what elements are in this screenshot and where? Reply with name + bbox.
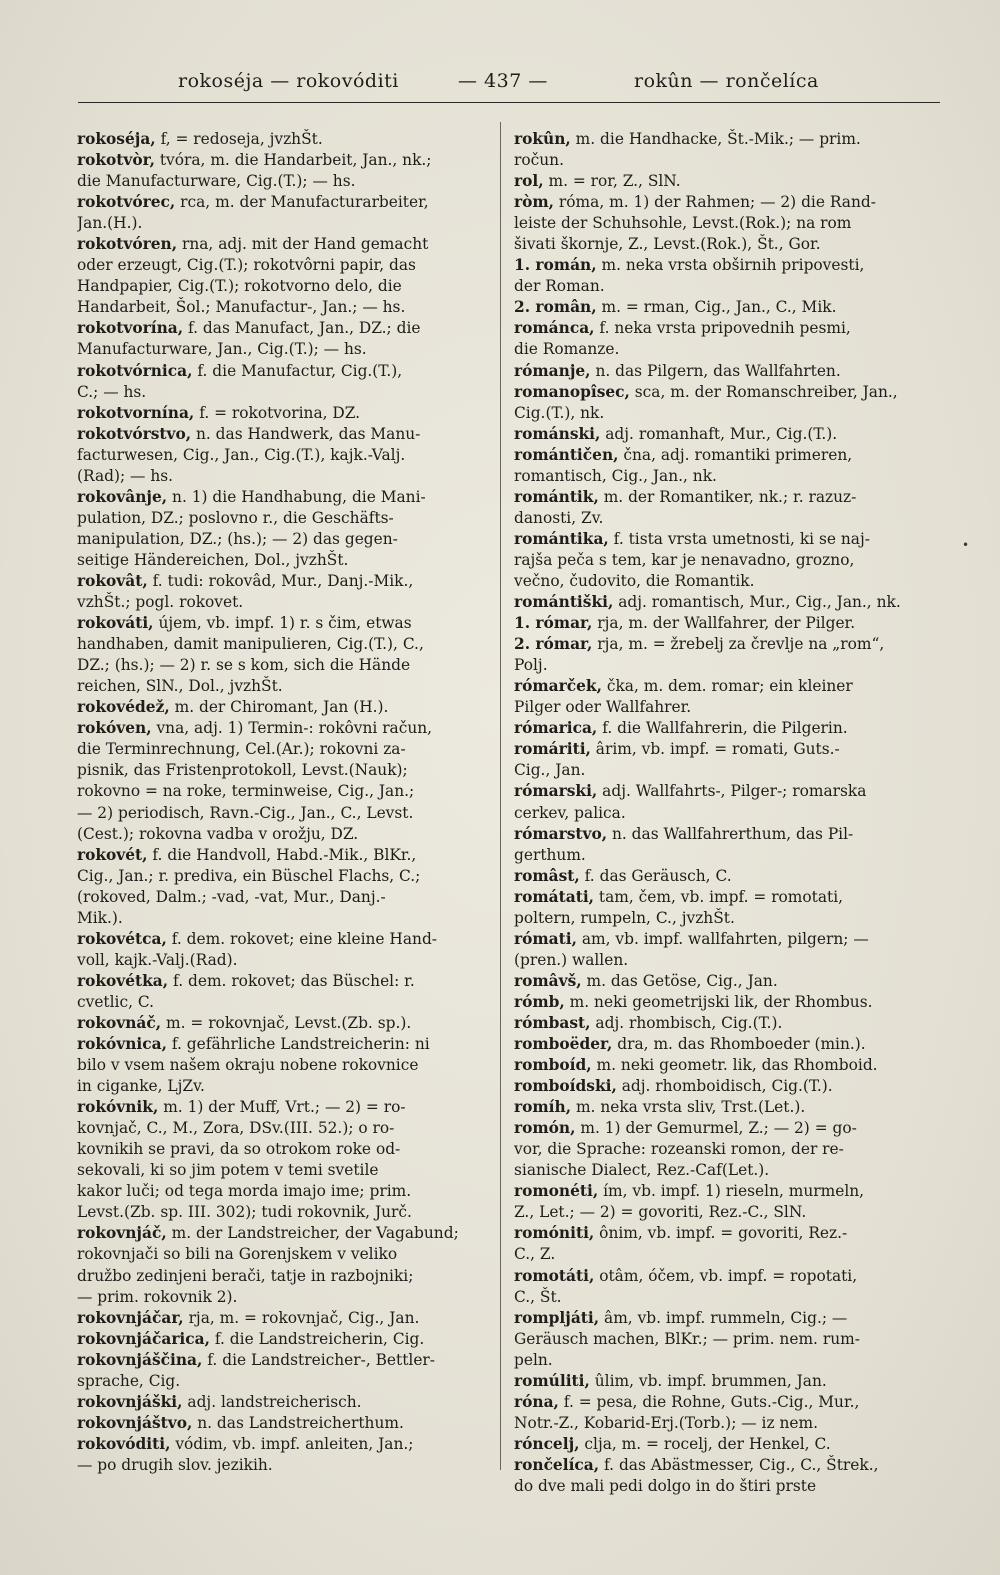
entry-definition: tam, čem, vb. impf. = romotati, <box>594 887 844 906</box>
entry-line <box>514 1455 924 1476</box>
entry-line <box>514 971 924 992</box>
continuation-line: Handpapier, Cig.(T.); rokotvorno delo, die <box>77 277 402 296</box>
entry-definition: adj. rhomboidisch, Cig.(T.). <box>616 1077 833 1096</box>
entry-line <box>514 866 924 887</box>
entry-definition: f. = pesa, die Rohne, Guts.-Cig., Mur., <box>558 1392 860 1411</box>
entry-line <box>77 487 487 508</box>
continuation-line: pulation, DZ.; poslovno r., die Geschäfts- <box>77 508 394 527</box>
headword: rokotvòr, <box>77 151 155 170</box>
headword: rokotvórnica, <box>77 361 193 380</box>
entry-definition: rna, adj. mit der Hand gemacht <box>177 235 429 254</box>
entry-definition: sca, m. der Romanschreiber, Jan., <box>629 382 898 401</box>
continuation-line: Cig., Jan.; r. prediva, ein Büschel Flachs, C.; <box>77 866 421 885</box>
continuation-line: Manufacturware, Jan., Cig.(T.); — hs. <box>77 340 367 359</box>
continuation-line: seitige Händereichen, Dol., jvzhŠt. <box>77 550 349 569</box>
entry-definition: f. die Wallfahrerin, die Pilgerin. <box>597 719 848 738</box>
continuation-line: ročun. <box>514 151 564 170</box>
entry-line <box>514 1118 924 1139</box>
continuation-line: sprache, Cig. <box>77 1371 181 1390</box>
continuation-line: leiste der Schuhsohle, Levst.(Rok.); na rom <box>514 214 852 233</box>
entry-definition: ârim, vb. impf. = romati, Guts.- <box>590 740 840 759</box>
continuation-line: voll, kajk.-Valj.(Rad). <box>77 950 238 969</box>
entry-definition: újem, vb. impf. 1) r. s čim, etwas <box>153 614 412 633</box>
entry-definition: m. der Landstreicher, der Vagabund; <box>166 1224 459 1243</box>
continuation-line: Geräusch machen, BlKr.; — prim. nem. rum- <box>514 1329 860 1348</box>
entry-definition: clja, m. = rocelj, der Henkel, C. <box>579 1434 831 1453</box>
continuation-line: Cig.(T.), nk. <box>514 403 605 422</box>
entry-definition: m. die Handhacke, Št.-Mik.; — prim. <box>570 130 861 148</box>
continuation-line: (Cest.); rokovna vadba v orožju, DZ. <box>77 824 359 843</box>
entry-definition: róma, m. 1) der Rahmen; — 2) die Rand- <box>554 193 876 212</box>
headword: româst, <box>514 866 580 885</box>
continuation-line: kovnikih se pravi, da so otrokom roke od- <box>77 1140 401 1159</box>
continuation-line: Polj. <box>514 656 548 675</box>
headword: rokovnáč, <box>77 1013 162 1032</box>
headword: rol, <box>514 172 544 191</box>
entry-line <box>514 171 924 192</box>
entry-definition: m. 1) der Muff, Vrt.; — 2) = ro- <box>158 1098 406 1117</box>
headword: románski, <box>514 424 601 443</box>
continuation-line: Pilger oder Wallfahrer. <box>514 698 692 717</box>
headword: romátati, <box>514 887 595 906</box>
headword: rómarski, <box>514 782 598 801</box>
entry-definition: m. 1) der Gemurmel, Z.; — 2) = go- <box>575 1119 857 1138</box>
entry-line <box>514 382 924 403</box>
headword: rokovóditi, <box>77 1434 171 1453</box>
headword: rokovnjáčarica, <box>77 1329 210 1348</box>
entry-line <box>514 1434 924 1455</box>
entry-line <box>514 424 924 445</box>
headword: rómarica, <box>514 719 598 738</box>
entry-line <box>77 234 487 255</box>
entry-definition: f. tudi: rokovâd, Mur., Danj.-Mik., <box>147 571 414 590</box>
headword: rončelíca, <box>514 1455 600 1474</box>
entry-definition: m. der Romantiker, nk.; r. razuz- <box>598 487 857 506</box>
continuation-line: rokovnjači so bili na Gorenjskem v veliko <box>77 1245 398 1264</box>
continuation-line: Notr.-Z., Kobarid-Erj.(Torb.); — iz nem. <box>514 1413 818 1432</box>
headword: romonéti, <box>514 1182 599 1201</box>
continuation-line: Handarbeit, Šol.; Manufactur-, Jan.; — hs. <box>77 298 406 317</box>
entry-definition: f. die Landstreicherin, Cig. <box>209 1329 425 1348</box>
continuation-line: romantisch, Cig., Jan., nk. <box>514 466 717 485</box>
headword: romóniti, <box>514 1224 595 1243</box>
entry-definition: rja, m. = žrebelj za črevlje na „rom“, <box>592 635 885 654</box>
entry-definition: n. das Handwerk, das Manu- <box>191 424 421 443</box>
headword: romboídski, <box>514 1077 617 1096</box>
entry-definition: adj. romantisch, Mur., Cig., Jan., nk. <box>613 593 901 612</box>
continuation-line: bilo v vsem našem okraju nobene rokovnice <box>77 1056 419 1075</box>
continuation-line: — 2) periodisch, Ravn.-Cig., Jan., C., Levst. <box>77 803 414 822</box>
headword: rómarček, <box>514 677 602 696</box>
entry-line <box>514 361 924 382</box>
entry-line <box>514 718 924 739</box>
entry-line <box>514 1055 924 1076</box>
entry-line <box>514 1076 924 1097</box>
entry-definition: m. neki geometr. lik, das Rhomboid. <box>591 1056 878 1075</box>
headword: 1. román, <box>514 256 597 275</box>
headword: róna, <box>514 1392 559 1411</box>
headword: romáriti, <box>514 740 591 759</box>
entry-definition: f. dem. rokovet; eine kleine Hand- <box>166 929 437 948</box>
entry-line <box>77 1329 487 1350</box>
headword: rokûn, <box>514 130 571 148</box>
entry-line <box>514 192 924 213</box>
entry-line <box>514 781 924 802</box>
entry-definition: m. = rokovnjač, Levst.(Zb. sp.). <box>161 1013 412 1032</box>
entry-definition: m. der Chiromant, Jan (H.). <box>169 698 389 717</box>
continuation-line: in ciganke, LjZv. <box>77 1077 205 1096</box>
right-column <box>514 129 924 1497</box>
column-divider <box>500 122 501 1470</box>
entry-line <box>77 571 487 592</box>
entry-definition: âm, vb. impf. rummeln, Cig.; — <box>599 1308 848 1327</box>
entry-definition: ûlim, vb. impf. brummen, Jan. <box>589 1371 827 1390</box>
running-head <box>78 66 938 98</box>
entry-line <box>514 992 924 1013</box>
continuation-line: die Romanze. <box>514 340 620 359</box>
headword: rómb, <box>514 992 565 1011</box>
headword: 1. rómar, <box>514 614 593 633</box>
headword: rómanje, <box>514 361 591 380</box>
entry-definition: am, vb. impf. wallfahrten, pilgern; — <box>576 929 869 948</box>
headword: rokoséja, <box>77 130 156 148</box>
entry-line <box>77 1434 487 1455</box>
entry-definition: adj. romanhaft, Mur., Cig.(T.). <box>600 424 838 443</box>
running-head-left: rokoséja — rokovóditi <box>178 70 399 92</box>
left-column <box>77 129 487 1476</box>
continuation-line: rajša peča s tem, kar je nenavadno, grozno, <box>514 550 855 569</box>
entry-line <box>77 1097 487 1118</box>
header-rule <box>78 102 940 103</box>
continuation-line: Z., Let.; — 2) = govoriti, Rez.-C., SlN. <box>514 1203 807 1222</box>
continuation-line: die Manufacturware, Cig.(T.); — hs. <box>77 172 356 191</box>
continuation-line: rokovno = na roke, terminweise, Cig., Jan.; <box>77 782 415 801</box>
entry-definition: rja, m. = rokovnjač, Cig., Jan. <box>183 1308 420 1327</box>
entry-line <box>514 255 924 276</box>
entry-line <box>514 824 924 845</box>
entry-definition: vna, adj. 1) Termin-: rokôvni račun, <box>151 719 433 738</box>
headword: rokotvornína, <box>77 403 195 422</box>
entry-definition: ônim, vb. impf. = govoriti, Rez.- <box>594 1224 848 1243</box>
continuation-line: (rokoved, Dalm.; -vad, -vat, Mur., Danj.- <box>77 887 386 906</box>
entry-definition: adj. landstreicherisch. <box>182 1392 362 1411</box>
stray-mark: • <box>962 538 970 552</box>
entry-line <box>77 1413 487 1434</box>
entry-line <box>514 1097 924 1118</box>
entry-line <box>77 150 487 171</box>
entry-line <box>77 929 487 950</box>
entry-line <box>514 297 924 318</box>
entry-line <box>514 445 924 466</box>
continuation-line: reichen, SlN., Dol., jvzhŠt. <box>77 677 283 696</box>
entry-line <box>77 1350 487 1371</box>
continuation-line: facturwesen, Cig., Jan., Cig.(T.), kajk.-Valj. <box>77 445 406 464</box>
entry-definition: tvóra, m. die Handarbeit, Jan., nk.; <box>154 151 432 170</box>
continuation-line: vzhŠt.; pogl. rokovet. <box>77 593 244 612</box>
continuation-line: peln. <box>514 1350 553 1369</box>
headword: rokotvorína, <box>77 319 184 338</box>
headword: rokovnjáški, <box>77 1392 183 1411</box>
continuation-line: do dve mali pedi dolgo in do štiri prste <box>514 1477 817 1495</box>
entry-definition: f. = rokotvorina, DZ. <box>194 403 361 422</box>
headword: romántik, <box>514 487 599 506</box>
continuation-line: — prim. rokovnik 2). <box>77 1287 238 1306</box>
entry-line <box>77 1392 487 1413</box>
entry-definition: n. das Wallfahrerthum, das Pil- <box>607 824 854 843</box>
continuation-line: C., Z. <box>514 1245 556 1264</box>
continuation-line: Levst.(Zb. sp. III. 302); tudi rokovnik, Jurč. <box>77 1203 412 1222</box>
entry-line <box>514 887 924 908</box>
headword: romboíd, <box>514 1056 592 1075</box>
headword: romúliti, <box>514 1371 590 1390</box>
headword: rokovétka, <box>77 971 169 990</box>
headword: romboëder, <box>514 1035 613 1054</box>
entry-definition: f. gefährliche Landstreicherin: ni <box>166 1035 430 1054</box>
entry-definition: m. neka vrsta sliv, Trst.(Let.). <box>571 1098 806 1117</box>
entry-definition: m. = ror, Z., SlN. <box>543 172 681 191</box>
headword: rokovétca, <box>77 929 167 948</box>
entry-line <box>514 592 924 613</box>
entry-line <box>514 1308 924 1329</box>
entry-definition: f. neka vrsta pripovednih pesmi, <box>594 319 851 338</box>
entry-definition: rca, m. der Manufacturarbeiter, <box>175 193 429 212</box>
continuation-line: DZ.; (hs.); — 2) r. se s kom, sich die Hände <box>77 656 411 675</box>
continuation-line: Jan.(H.). <box>77 214 143 233</box>
entry-line <box>77 1308 487 1329</box>
entry-line <box>514 529 924 550</box>
entry-line <box>514 318 924 339</box>
continuation-line: gerthum. <box>514 845 586 864</box>
entry-definition: f. dem. rokovet; das Büschel: r. <box>168 971 415 990</box>
headword: rokovât, <box>77 571 148 590</box>
continuation-line: C.; — hs. <box>77 382 147 401</box>
continuation-line: danosti, Zv. <box>514 508 604 527</box>
continuation-line: Cig., Jan. <box>514 761 586 780</box>
continuation-line: — po drugih slov. jezikih. <box>77 1455 273 1474</box>
entry-line <box>77 361 487 382</box>
entry-definition: f, = redoseja, jvzhŠt. <box>155 130 323 148</box>
entry-line <box>77 697 487 718</box>
continuation-line: sianische Dialect, Rez.-Caf(Let.). <box>514 1161 770 1180</box>
headword: 2. rómar, <box>514 635 593 654</box>
entry-line <box>514 739 924 760</box>
entry-definition: f. das Abästmesser, Cig., C., Štrek., <box>599 1455 879 1474</box>
headword: rompljáti, <box>514 1308 600 1327</box>
headword: rokovnjáščina, <box>77 1350 203 1369</box>
continuation-line: (Rad); — hs. <box>77 466 174 485</box>
entry-line <box>77 318 487 339</box>
entry-line <box>514 1013 924 1034</box>
continuation-line: die Terminrechnung, Cel.(Ar.); rokovni za- <box>77 740 406 759</box>
entry-line <box>514 676 924 697</box>
entry-line <box>514 1034 924 1055</box>
continuation-line: kakor luči; od tega morda imajo ime; prim. <box>77 1182 412 1201</box>
entry-definition: f. die Handvoll, Habd.-Mik., BlKr., <box>147 845 417 864</box>
headword: rokotvórstvo, <box>77 424 192 443</box>
entry-line <box>77 1034 487 1055</box>
entry-definition: f. tista vrsta umetnosti, ki se naj- <box>608 529 870 548</box>
entry-definition: f. die Landstreicher-, Bettler- <box>202 1350 435 1369</box>
entry-definition: adj. Wallfahrts-, Pilger-; romarska <box>597 782 867 801</box>
headword: rokováti, <box>77 614 154 633</box>
entry-line <box>514 487 924 508</box>
continuation-line: poltern, rumpeln, C., jvzhŠt. <box>514 908 735 927</box>
headword: rokóvnica, <box>77 1035 167 1054</box>
headword: romántika, <box>514 529 609 548</box>
headword: rokovnjáčar, <box>77 1308 184 1327</box>
entry-definition: m. das Getöse, Cig., Jan. <box>581 971 778 990</box>
entry-line <box>514 634 924 655</box>
entry-line <box>77 192 487 213</box>
running-head-right: rokûn — rončelíca <box>634 70 819 92</box>
continuation-line: der Roman. <box>514 277 605 296</box>
continuation-line: cvetlic, C. <box>77 992 154 1011</box>
headword: rokovnjáštvo, <box>77 1413 193 1432</box>
entry-definition: m. = rman, Cig., Jan., C., Mik. <box>596 298 837 317</box>
entry-definition: čna, adj. romantiki primeren, <box>618 445 853 464</box>
continuation-line: večno, čudovito, die Romantik. <box>514 571 755 590</box>
headword: rokóven, <box>77 719 152 738</box>
headword: rokovânje, <box>77 487 168 506</box>
entry-line <box>514 1223 924 1244</box>
entry-line <box>514 1392 924 1413</box>
headword: rokovédež, <box>77 698 170 717</box>
headword: 2. român, <box>514 298 597 317</box>
headword: romotáti, <box>514 1266 595 1285</box>
continuation-line: šivati škornje, Z., Levst.(Rok.), Št., Gor. <box>514 235 821 254</box>
headword: rokovnjáč, <box>77 1224 167 1243</box>
entry-definition: f. die Manufactur, Cig.(T.), <box>192 361 403 380</box>
headword: rokotvórec, <box>77 193 176 212</box>
entry-definition: ím, vb. impf. 1) rieseln, murmeln, <box>598 1182 865 1201</box>
entry-line <box>77 845 487 866</box>
entry-line <box>77 1223 487 1244</box>
entry-definition: m. neki geometrijski lik, der Rhombus. <box>564 992 873 1011</box>
entry-line <box>77 718 487 739</box>
entry-definition: n. 1) die Handhabung, die Mani- <box>167 487 426 506</box>
page-number: — 437 — <box>458 70 548 92</box>
headword: románca, <box>514 319 595 338</box>
entry-line <box>514 1371 924 1392</box>
headword: ròm, <box>514 193 555 212</box>
entry-definition: n. das Landstreicherthum. <box>192 1413 404 1432</box>
headword: rómati, <box>514 929 577 948</box>
continuation-line: vor, die Sprache: rozeanski romon, der re- <box>514 1140 844 1159</box>
entry-definition: f. das Geräusch, C. <box>579 866 732 885</box>
headword: rómbast, <box>514 1013 591 1032</box>
headword: rokotvóren, <box>77 235 178 254</box>
entry-line <box>77 424 487 445</box>
headword: româvš, <box>514 971 582 990</box>
continuation-line: oder erzeugt, Cig.(T.); rokotvôrni papir, das <box>77 256 416 275</box>
headword: romanopîsec, <box>514 382 630 401</box>
entry-definition: dra, m. das Rhomboeder (min.). <box>612 1035 866 1054</box>
headword: róncelj, <box>514 1434 580 1453</box>
continuation-line: kovnjač, C., M., Zora, DSv.(III. 52.); o ro- <box>77 1119 395 1138</box>
headword: rokóvnik, <box>77 1098 159 1117</box>
headword: romántiški, <box>514 593 614 612</box>
continuation-line: Mik.). <box>77 908 123 927</box>
entry-definition: čka, m. dem. romar; ein kleiner <box>601 677 853 696</box>
entry-line <box>514 129 924 150</box>
entry-line <box>77 971 487 992</box>
headword: romíh, <box>514 1098 572 1117</box>
continuation-line: cerkev, palica. <box>514 803 626 822</box>
continuation-line: pisnik, das Fristenprotokoll, Levst.(Nauk); <box>77 761 408 780</box>
entry-line <box>514 613 924 634</box>
entry-line <box>77 1013 487 1034</box>
continuation-line: C., Št. <box>514 1287 562 1306</box>
continuation-line: handhaben, damit manipulieren, Cig.(T.), C., <box>77 635 424 654</box>
continuation-line: (pren.) wallen. <box>514 950 629 969</box>
entry-definition: vódim, vb. impf. anleiten, Jan.; <box>170 1434 414 1453</box>
entry-definition: m. neka vrsta obširnih pripovesti, <box>596 256 865 275</box>
continuation-line: družbo zedinjeni berači, tatje in razbojniki; <box>77 1266 414 1285</box>
entry-definition: adj. rhombisch, Cig.(T.). <box>590 1013 783 1032</box>
entry-definition: rja, m. der Wallfahrer, der Pilger. <box>592 614 856 633</box>
continuation-line: manipulation, DZ.; (hs.); — 2) das gegen- <box>77 529 398 548</box>
entry-line <box>514 929 924 950</box>
entry-line <box>77 403 487 424</box>
entry-line <box>514 1266 924 1287</box>
entry-definition: f. das Manufact, Jan., DZ.; die <box>183 319 421 338</box>
headword: romántičen, <box>514 445 619 464</box>
entry-definition: n. das Pilgern, das Wallfahrten. <box>590 361 841 380</box>
headword: romón, <box>514 1119 576 1138</box>
headword: rómarstvo, <box>514 824 608 843</box>
entry-line <box>77 613 487 634</box>
headword: rokovét, <box>77 845 148 864</box>
entry-definition: otâm, óčem, vb. impf. = ropotati, <box>594 1266 858 1285</box>
continuation-line: sekovali, ki so jim potem v temi svetile <box>77 1161 379 1180</box>
entry-line <box>514 1181 924 1202</box>
entry-line <box>77 129 487 150</box>
